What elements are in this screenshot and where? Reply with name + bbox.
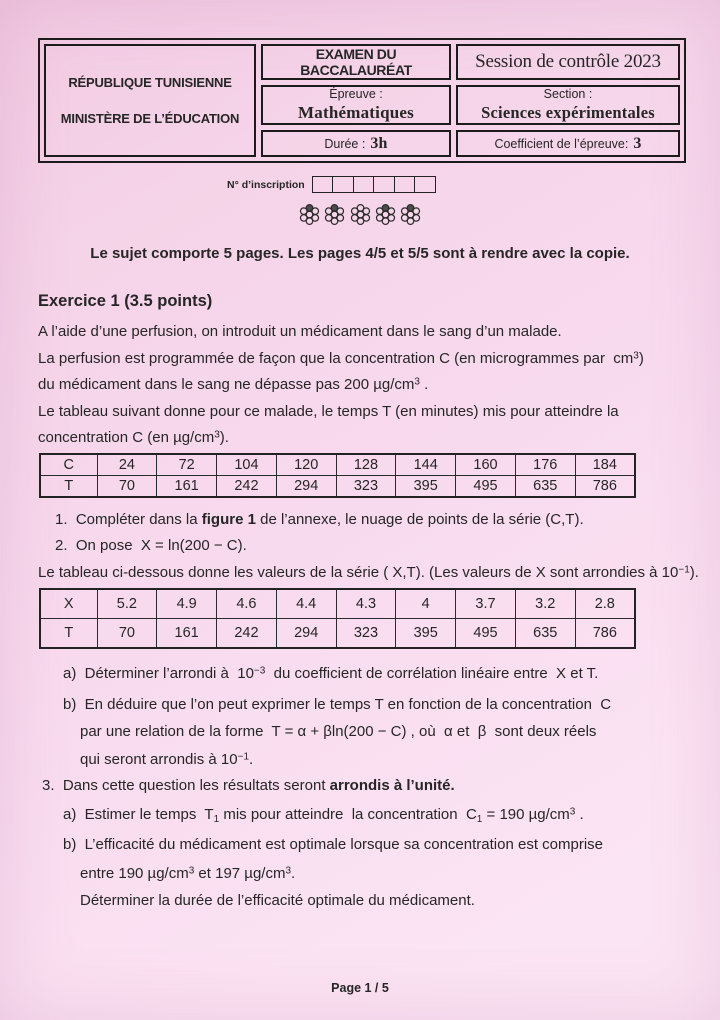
- duree-label: Durée :: [324, 136, 366, 151]
- inscription-cell: [354, 177, 375, 192]
- header-middle-column: [261, 44, 451, 157]
- question-2: 2. On pose X = ln(200 − C).: [55, 537, 247, 554]
- flower-icon: [349, 203, 372, 226]
- table-cell: 4.3: [336, 589, 396, 619]
- table-cell: 24: [97, 454, 157, 476]
- coeff-label: Coefficient de l’épreuve:: [494, 136, 629, 151]
- duree-box: [261, 130, 451, 157]
- flower-icon: [323, 203, 346, 226]
- intro-line-5: concentration C (en $\mu g/cm^3$).: [38, 429, 229, 446]
- ministry-line: MINISTÈRE DE L’ÉDUCATION: [60, 111, 240, 126]
- table-cell: 395: [396, 475, 456, 497]
- table-cell: 786: [575, 475, 635, 497]
- intro-line-1: A l’aide d’une perfusion, on introduit un médicament dans le sang d’un malade.: [38, 323, 562, 340]
- table-cell: T: [40, 475, 97, 497]
- table-cell: 4: [396, 589, 456, 619]
- table-cell: 3.2: [515, 589, 575, 619]
- flower-icon: [374, 203, 397, 226]
- coeff-box: [456, 130, 680, 157]
- table-row: [40, 589, 635, 619]
- table-cell: 3.7: [456, 589, 516, 619]
- header-right-column: [456, 44, 680, 157]
- coeff-value: 3: [633, 134, 642, 152]
- intro-line-3: du médicament dans le sang ne dépasse pas 200 $\mu g/cm^3$ .: [38, 376, 429, 393]
- table-cell: 323: [336, 619, 396, 649]
- section-box: [456, 85, 680, 125]
- inscription-cell: [333, 177, 354, 192]
- question-2b-line-2: par une relation de la forme T = α + βln(200 − C) , où α et β sont deux réels: [80, 723, 597, 740]
- inscription-cell: [313, 177, 334, 192]
- inscription-cell: [395, 177, 416, 192]
- table-row: [40, 619, 635, 649]
- series-xt-line: Le tableau ci-dessous donne les valeurs de la série ( X,T). (Les valeurs de X sont arrondies à $10^{-1}$).: [38, 563, 699, 581]
- epreuve-value: Mathématiques: [298, 103, 414, 122]
- table-cell: X: [40, 589, 97, 619]
- table-cell: 4.9: [157, 589, 217, 619]
- intro-line-2: La perfusion est programmée de façon que la concentration C (en microgrammes par $cm^3$): [38, 349, 644, 367]
- question-1: 1. Compléter dans la figure 1 de l’annexe, le nuage de points de la série (C,T).: [55, 510, 584, 528]
- table-cell: 120: [276, 454, 336, 476]
- question-3a: a) Estimer le temps $T_1$ mis pour atteindre la concentration $C_1 = 190$ $\mu g/cm^3$ .: [63, 805, 584, 825]
- table-row: [40, 454, 635, 476]
- question-2b-line-3: qui seront arrondis à $10^{-1}$.: [80, 750, 254, 768]
- section-value: Sciences expérimentales: [481, 103, 655, 122]
- table-cell: 635: [515, 475, 575, 497]
- epreuve-box: [261, 85, 451, 125]
- table-cell: 128: [336, 454, 396, 476]
- table-cell: 176: [515, 454, 575, 476]
- pages-notice: Le sujet comporte 5 pages. Les pages 4/5 et 5/5 sont à rendre avec la copie.: [90, 245, 630, 262]
- question-3b-line-1: b) L’efficacité du médicament est optimale lorsque sa concentration est comprise: [63, 836, 603, 853]
- table-cell: 495: [456, 619, 516, 649]
- table-cell: 294: [276, 475, 336, 497]
- republic-line: RÉPUBLIQUE TUNISIENNE: [68, 75, 232, 90]
- table-cell: 72: [157, 454, 217, 476]
- question-2b-line-1: b) En déduire que l’on peut exprimer le temps T en fonction de la concentration C: [63, 695, 612, 713]
- table-cell: 323: [336, 475, 396, 497]
- table-cell: 70: [97, 619, 157, 649]
- exam-title-box: EXAMEN DU BACCALAURÉAT: [261, 44, 451, 80]
- table-cell: 5.2: [97, 589, 157, 619]
- inscription-cell: [374, 177, 395, 192]
- section-label: Section :: [543, 87, 593, 101]
- duree-value: 3h: [370, 134, 388, 152]
- table-cell: 2.8: [575, 589, 635, 619]
- table-xt: [39, 588, 636, 649]
- header-frame: [38, 38, 686, 163]
- republic-box: [44, 44, 256, 157]
- flower-icon: [399, 203, 422, 226]
- table-cell: T: [40, 619, 97, 649]
- page-footer: Page 1 / 5: [331, 981, 389, 995]
- exercise-1: [38, 292, 702, 915]
- epreuve-label: Épreuve :: [329, 87, 383, 101]
- table-cell: 786: [575, 619, 635, 649]
- table-cell: 144: [396, 454, 456, 476]
- inscription-cells: [312, 176, 436, 193]
- table-cell: 635: [515, 619, 575, 649]
- inscription-label: N° d’inscription: [227, 178, 305, 191]
- flower-ornament: [0, 203, 720, 226]
- table-cell: 242: [217, 619, 277, 649]
- table-cell: 4.6: [217, 589, 277, 619]
- table-cell: 104: [217, 454, 277, 476]
- question-3b-line-3: Déterminer la durée de l’efficacité optimale du médicament.: [80, 892, 475, 909]
- table-cell: 395: [396, 619, 456, 649]
- question-2a: a) Déterminer l’arrondi à $10^{-3}$ du coefficient de corrélation linéaire entre X et T.: [63, 665, 599, 682]
- table-cell: 70: [97, 475, 157, 497]
- table-ct: [39, 453, 636, 498]
- question-3: 3. Dans cette question les résultats seront arrondis à l’unité.: [42, 777, 455, 794]
- table-cell: 495: [456, 475, 516, 497]
- exercise-title: Exercice 1 (3.5 points): [38, 292, 213, 310]
- table-cell: 161: [157, 619, 217, 649]
- session-box: Session de contrôle 2023: [456, 44, 680, 80]
- table-cell: 294: [276, 619, 336, 649]
- intro-line-4: Le tableau suivant donne pour ce malade, le temps T (en minutes) mis pour atteindre la: [38, 402, 619, 420]
- table-cell: 160: [456, 454, 516, 476]
- flower-icon: [298, 203, 321, 226]
- table-cell: C: [40, 454, 97, 476]
- inscription-cell: [415, 177, 435, 192]
- table-cell: 161: [157, 475, 217, 497]
- table-cell: 242: [217, 475, 277, 497]
- table-row: [40, 475, 635, 497]
- question-3b-line-2: entre 190 $\mu g/cm^3$ et 197 $\mu g/cm^3$.: [80, 864, 296, 882]
- table-cell: 184: [575, 454, 635, 476]
- inscription-row: [227, 176, 436, 193]
- table-cell: 4.4: [276, 589, 336, 619]
